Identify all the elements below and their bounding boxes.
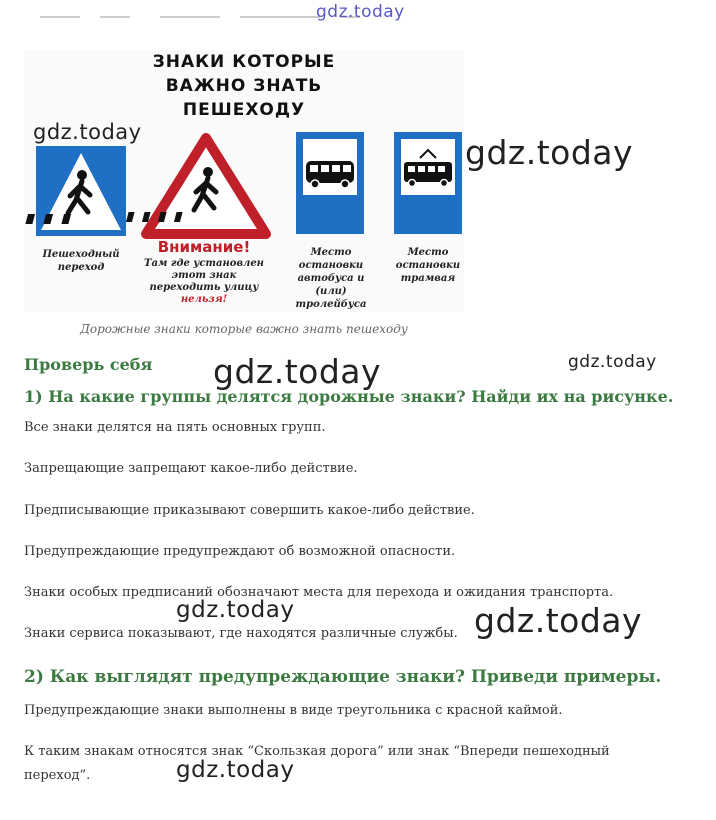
tram-stop-sign-icon <box>394 132 462 234</box>
figure-title-line: ЗНАКИ КОТОРЫЕ <box>152 52 336 72</box>
watermark: gdz.today <box>474 601 643 640</box>
pedestrian-crossing-caption <box>26 248 136 274</box>
caption-line: переход <box>57 262 105 273</box>
figure-caption: Дорожные знаки которые важно знать пешеходу <box>80 322 408 336</box>
warning-pedestrian-sign-icon <box>126 138 266 234</box>
warning-text <box>134 258 274 306</box>
caption-line: Пешеходный <box>42 249 120 260</box>
warning-line-red: нельзя! <box>180 294 228 305</box>
road-signs-figure <box>24 50 464 312</box>
watermark-top: gdz.today <box>316 2 405 22</box>
question-1: 1) На какие группы делятся дорожные знаки? Найди их на рисунке. <box>24 387 674 406</box>
warning-line: переходить улицу <box>149 282 259 293</box>
answer-2-paragraph: Предупреждающие знаки выполнены в виде треугольника с красной каймой. <box>24 703 563 718</box>
caption-line: тролейбуса <box>295 299 367 310</box>
tram-stop-caption <box>386 246 470 285</box>
question-2: 2) Как выглядят предупреждающие знаки? Приведи примеры. <box>24 667 662 687</box>
warning-title: Внимание! <box>157 238 251 256</box>
warning-line: этот знак <box>171 270 237 281</box>
bus-stop-caption <box>286 246 376 311</box>
answer-1-paragraph: Предписывающие приказывают совершить какое-либо действие. <box>24 503 475 518</box>
caption-line: Место <box>407 247 449 258</box>
caption-line: автобуса и <box>297 273 365 284</box>
warning-line: Там где установлен <box>144 258 264 269</box>
watermark: gdz.today <box>176 597 295 623</box>
answer-1-paragraph: Запрещающие запрещают какое-либо действие. <box>24 461 358 476</box>
caption-line: остановки <box>395 260 461 271</box>
bus-stop-sign-icon <box>296 132 364 234</box>
check-yourself-heading: Проверь себя <box>24 355 153 374</box>
caption-line: Место <box>310 247 352 258</box>
answer-2-paragraph: К таким знакам относятся знак “Скользкая дорога” или знак “Впереди пешеходный переход”. <box>24 744 610 783</box>
watermark: gdz.today <box>176 757 295 783</box>
answer-1-paragraph: Предупреждающие предупреждают об возможной опасности. <box>24 544 456 559</box>
answer-1-paragraph: Все знаки делятся на пять основных групп. <box>24 420 326 435</box>
watermark: gdz.today <box>33 120 142 144</box>
figure-title-line: ВАЖНО ЗНАТЬ <box>165 76 323 96</box>
answer-1-paragraph: Знаки особых предписаний обозначают места для перехода и ожидания транспорта. <box>24 585 614 600</box>
caption-line: (или) <box>315 286 347 297</box>
answer-1-paragraph: Знаки сервиса показывают, где находятся различные службы. <box>24 626 458 641</box>
caption-line: трамвая <box>400 273 456 284</box>
watermark: gdz.today <box>568 352 657 372</box>
watermark: gdz.today <box>213 352 382 391</box>
watermark: gdz.today <box>465 133 634 172</box>
pedestrian-crossing-sign-icon <box>24 146 126 236</box>
figure-title-line: ПЕШЕХОДУ <box>182 100 306 120</box>
caption-line: остановки <box>298 260 364 271</box>
